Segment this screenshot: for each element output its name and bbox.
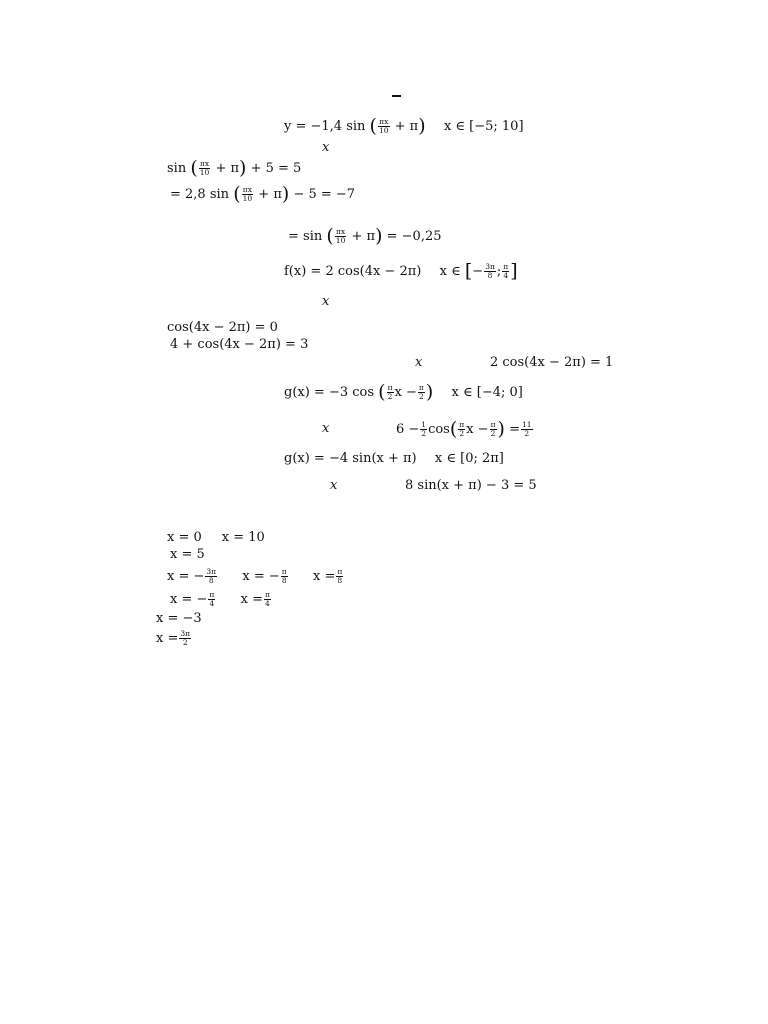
frac-num: π	[264, 590, 270, 599]
a3-frac-1	[205, 568, 217, 585]
frac-num: π	[503, 262, 509, 271]
a1-x0: x = 0	[167, 530, 202, 545]
paren-open: (	[369, 115, 377, 137]
task-10-var: x	[322, 421, 330, 436]
t1-func: y = −1,4 sin	[284, 119, 366, 134]
task-5-var: x	[322, 294, 330, 309]
t2-frac	[199, 160, 211, 177]
answer-6	[156, 630, 192, 647]
answer-4	[170, 591, 272, 608]
answer-3	[167, 568, 344, 585]
answer-5: x = −3	[156, 611, 202, 626]
bracket-close: ]	[510, 260, 518, 282]
task-12-equation: 8 sin(x + π) − 3 = 5	[405, 478, 537, 493]
t10-frac-1	[420, 421, 427, 438]
t11-func: g(x) = −4 sin(x + π)	[284, 451, 417, 466]
task-9-function	[284, 381, 523, 403]
paren-open: (	[190, 157, 198, 179]
a4-frac-1	[208, 591, 215, 608]
task-12-var: x	[330, 478, 338, 493]
t3-plus-pi: + π	[258, 187, 282, 202]
a6-p1: x =	[156, 631, 179, 646]
paren-close: )	[418, 115, 426, 137]
paren-open: (	[233, 183, 241, 205]
frac-den: 2	[421, 429, 427, 438]
frac-num: π	[490, 420, 496, 429]
a3-p1: x = −	[167, 569, 205, 584]
answer-1	[167, 530, 265, 546]
a1-x10: x = 10	[221, 530, 265, 545]
t4-rhs: = −0,25	[386, 229, 442, 244]
t2-lhs: sin	[167, 161, 187, 176]
frac-num: 1	[421, 420, 427, 429]
frac-num: π	[459, 420, 465, 429]
t4-plus-pi: + π	[351, 229, 376, 244]
paren-open: (	[378, 381, 386, 403]
task-11-function	[284, 451, 504, 467]
t1-domain: x ∈ [−5; 10]	[443, 119, 524, 134]
frac-num: 3π	[206, 567, 217, 576]
paren-close: )	[375, 225, 383, 247]
frac-num: π	[337, 567, 343, 576]
t10-frac-3	[490, 421, 497, 438]
frac-num: πx	[199, 159, 210, 168]
frac-num: πx	[242, 185, 252, 194]
frac-num: 3π	[485, 262, 495, 271]
frac-den: 2	[418, 392, 424, 401]
a4-p1: x = −	[170, 592, 208, 607]
frac-den: 2	[387, 392, 393, 401]
task-4-equation	[288, 225, 442, 247]
task-8-var: x	[415, 355, 423, 370]
frac-den: 8	[487, 271, 493, 280]
frac-num: 11	[521, 420, 532, 429]
frac-den: 8	[281, 576, 287, 585]
task-3-equation	[170, 183, 356, 205]
frac-num: π	[387, 383, 393, 392]
t10-frac-2	[458, 421, 465, 438]
t10-cos: cos	[428, 422, 450, 437]
task-7-equation: 4 + cos(4x − 2π) = 3	[170, 337, 309, 352]
task-2-equation	[167, 157, 302, 179]
t9-func: g(x) = −3 cos	[284, 385, 375, 400]
frac-den: 8	[337, 576, 343, 585]
frac-den: 2	[490, 429, 496, 438]
paren-close: )	[425, 381, 434, 403]
frac-den: 10	[378, 126, 389, 135]
frac-den: 2	[524, 429, 530, 438]
frac-den: 10	[199, 168, 210, 177]
a4-frac-2	[264, 591, 271, 608]
a6-frac-1	[179, 630, 191, 647]
task-1-function	[284, 115, 524, 137]
t4-lhs: = sin	[288, 229, 323, 244]
bracket-open: [	[464, 260, 473, 282]
frac-den: 2	[459, 429, 465, 438]
task-5-function: f(x) = 2 cos(4x − 2π) x ∈ [− $\frac{3\pi}{8}$ ; $\frac{\pi}{4}$ ]	[284, 260, 518, 282]
a3-p2: x = −	[242, 569, 280, 584]
frac-den: 4	[265, 599, 270, 608]
t10-eq: =	[509, 422, 520, 437]
frac-num: πx	[379, 117, 389, 126]
t3-frac	[242, 186, 254, 203]
paren-open: (	[449, 418, 458, 440]
t9-frac-2	[418, 384, 425, 401]
paren-close: )	[497, 418, 505, 440]
frac-num: π	[281, 567, 287, 576]
task-6-equation: cos(4x − 2π) = 0	[167, 320, 278, 335]
title-dash	[392, 95, 401, 97]
t10-frac-4	[521, 421, 533, 438]
frac-den: 8	[208, 576, 214, 585]
t4-frac	[335, 228, 347, 245]
frac-num: πx	[335, 227, 346, 236]
frac-den: 4	[209, 599, 215, 608]
t3-lhs: = 2,8 sin	[170, 187, 230, 202]
frac-den: 2	[182, 638, 188, 647]
t2-plus-pi: + π	[215, 161, 240, 176]
t10-mid: x −	[466, 422, 489, 437]
t9-domain: x ∈ [−4; 0]	[451, 385, 523, 400]
paren-close: )	[239, 157, 247, 179]
a3-frac-3	[336, 568, 343, 585]
t5-domain-lhs: x ∈	[439, 264, 461, 279]
paren-close: )	[281, 183, 290, 205]
a3-p3: x =	[312, 569, 336, 584]
frac-num: π	[209, 590, 215, 599]
t9-frac-1	[387, 384, 394, 401]
t11-domain: x ∈ [0; 2π]	[434, 451, 504, 466]
t1-plus-pi: + π	[394, 119, 419, 134]
frac-den: 10	[242, 194, 253, 203]
task-1-var: x	[322, 140, 330, 155]
t2-rhs: + 5 = 5	[250, 161, 302, 176]
frac-den: 4	[503, 271, 509, 280]
a3-frac-2	[281, 568, 288, 585]
t5-frac-1	[484, 263, 496, 280]
t3-rhs: − 5 = −7	[293, 187, 356, 202]
frac-den: 10	[335, 236, 346, 245]
t5-func: f(x) = 2 cos(4x − 2π)	[284, 264, 422, 279]
t5-frac-2	[502, 263, 509, 280]
task-10-equation	[396, 418, 534, 440]
paren-open: (	[326, 225, 334, 247]
frac-num: 3π	[180, 629, 191, 638]
frac-num: π	[418, 383, 424, 392]
t10-lhs: 6 −	[396, 422, 420, 437]
t9-mid: x −	[394, 385, 417, 400]
a4-p2: x =	[240, 592, 263, 607]
answer-2: x = 5	[170, 547, 205, 562]
t1-frac	[378, 118, 390, 135]
task-8-equation: 2 cos(4x − 2π) = 1	[490, 355, 614, 370]
